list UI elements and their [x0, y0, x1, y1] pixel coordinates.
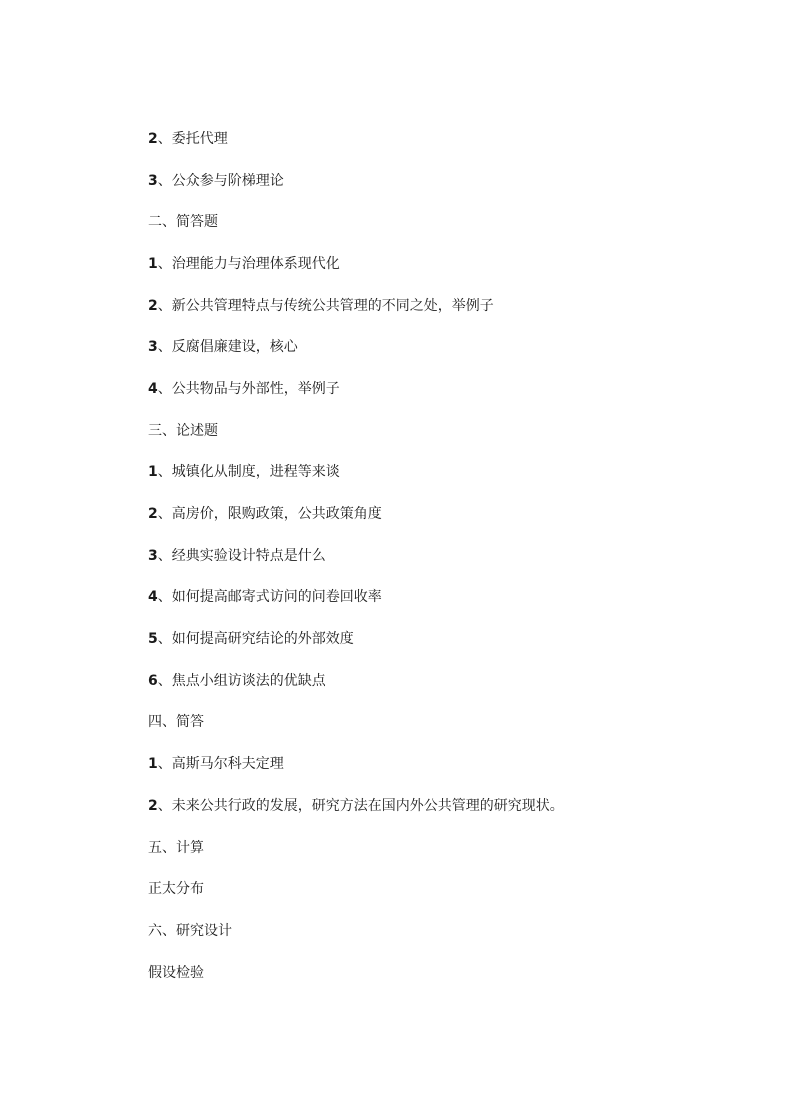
item-number: 2: [148, 506, 158, 523]
item-number: 1: [148, 464, 158, 481]
item-number: 5: [148, 631, 158, 648]
item-number: 1: [148, 756, 158, 773]
text-line: [148, 493, 768, 535]
text-line: [148, 452, 768, 494]
text-line: [148, 868, 768, 910]
item-text: 、公众参与阶梯理论: [157, 172, 284, 189]
item-number: 6: [148, 672, 158, 689]
text-line: [148, 368, 768, 410]
text-line: [148, 326, 768, 368]
item-text: 四、简答: [148, 714, 204, 731]
item-number: 1: [148, 255, 158, 272]
text-line: [148, 785, 768, 827]
item-text: 、经典实验设计特点是什么: [157, 547, 326, 564]
item-number: 2: [148, 297, 158, 314]
text-line: [148, 535, 768, 577]
item-text: 、城镇化从制度，进程等来谈: [157, 464, 340, 481]
section-heading: [148, 201, 768, 243]
item-number: 3: [148, 339, 158, 356]
item-number: 4: [148, 380, 158, 397]
item-number: 3: [148, 547, 158, 564]
item-number: 2: [148, 130, 158, 147]
item-text: 正太分布: [148, 881, 204, 898]
item-text: 五、计算: [148, 839, 204, 856]
text-line: [148, 160, 768, 202]
section-heading: [148, 410, 768, 452]
text-line: [148, 952, 768, 994]
text-line: [148, 118, 768, 160]
item-text: 、如何提高邮寄式访问的问卷回收率: [157, 589, 382, 606]
text-line: [148, 743, 768, 785]
item-text: 、焦点小组访谈法的优缺点: [157, 672, 326, 689]
text-line: [148, 660, 768, 702]
item-text: 六、研究设计: [148, 922, 232, 939]
item-number: 4: [148, 589, 158, 606]
text-line: [148, 285, 768, 327]
item-number: 2: [148, 797, 158, 814]
text-line: [148, 618, 768, 660]
text-line: [148, 577, 768, 619]
item-text: 二、简答题: [148, 214, 218, 231]
item-text: 、反腐倡廉建设，核心: [157, 339, 298, 356]
item-text: 、委托代理: [157, 130, 228, 147]
section-heading: [148, 910, 768, 952]
item-number: 3: [148, 172, 158, 189]
item-text: 、公共物品与外部性，举例子: [157, 380, 340, 397]
item-text: 、新公共管理特点与传统公共管理的不同之处，举例子: [157, 297, 494, 314]
item-text: 、高斯马尔科夫定理: [157, 756, 284, 773]
item-text: 、如何提高研究结论的外部效度: [157, 631, 354, 648]
item-text: 、治理能力与治理体系现代化: [157, 255, 340, 272]
item-text: 、高房价，限购政策，公共政策角度: [157, 506, 382, 523]
item-text: 、未来公共行政的发展，研究方法在国内外公共管理的研究现状。: [157, 797, 564, 814]
text-line: [148, 243, 768, 285]
section-heading: [148, 702, 768, 744]
item-text: 三、论述题: [148, 422, 218, 439]
section-heading: [148, 827, 768, 869]
document-body: [148, 118, 768, 993]
item-text: 假设检验: [148, 964, 204, 981]
